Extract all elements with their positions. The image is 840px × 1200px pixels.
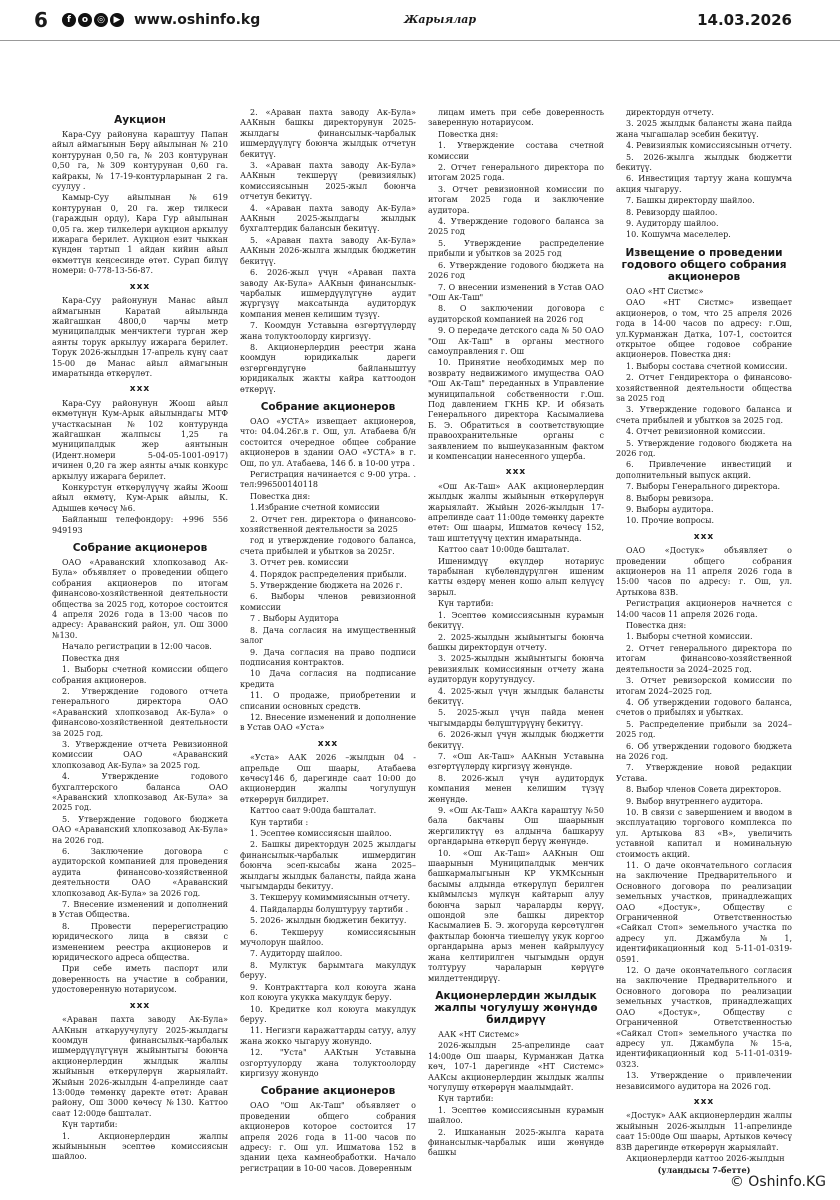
paragraph: 4. Пайдаларды болуштуруу тартиби . [250,904,409,914]
paragraph: 5. 2026- жылдын бюджетин бекитуу. [250,916,407,926]
paragraph: Начало регистрации в 12:00 часов. [62,642,212,652]
section-heading: Акционерлердин жылдык жалпы чогулушу жөнүндө билдирүү [434,989,598,1026]
paragraph: 9. Контракттарга кол коюуга жана кол коюуга укукка макулдук беруу. [240,982,416,1003]
paragraph: ОАО «НТ Систмс» извещает акционеров, о том, что 25 апреля 2026 года в 14-00 часов по адресу: г.Ош, ул.Курманжан Датка, 107-1, состоится открытое общее годовое собрание акционеров. Повестка дня: [616,298,792,360]
paragraph: 12. "Уста" ААКтын Уставына озгортуулорду жана толуктоолорду киргизуу жонундо [240,1048,416,1078]
paragraph: 6. Выборы членов ревизионной комиссии [240,592,416,612]
paragraph: лицам иметь при себе доверенность заверенную нотариусом. [428,108,604,128]
paragraph: 3. «Араван пахта заводу Ак-Була» ААКнын текшерүү (ревизиялык) комиссиясынын 2025-жыл боюнча отчетун бекитүү. [240,161,416,202]
paragraph: 4. Ревизиялык комиссиясынын отчету. [626,141,792,151]
paragraph: Кун тартиби : [250,817,309,827]
paragraph: 4. Порядок распределения прибыли. [250,569,407,579]
paragraph: Регистрация начинается с 9-00 утра. . тел:996500140118 [240,470,416,490]
paragraph: 3. Утверждение отчета Ревизионной комиссии ОАО «Араванский хлопкозавод Ак-Була» за 2025 год. [52,739,228,770]
paragraph: Күн тартиби: [62,1120,118,1130]
separator: ххх [693,531,715,542]
paragraph: 9. Выборы аудитора. [626,505,714,514]
paragraph: Каттоо саат 10:00дө башталат. [438,545,570,555]
paragraph: 2. Отчет генерального директора по итогам финансово-хозяйственной деятельности за 2024–2025 год. [616,643,792,674]
paragraph: 5. «Араван пахта заводу Ак-Була» ААКнын 2026-жылга жылдык бюджетин бекитүү. [240,235,416,266]
social-icons [62,13,124,27]
paragraph: 4. Утверждение годового бухгалтерского баланса ОАО «Араванский хлопкозавод Ак-Була» за 2025 год. [52,772,228,813]
paragraph: 9. Аудиторду шайлоо. [626,219,719,229]
paragraph: 8. Выборы ревизора. [626,493,714,503]
paragraph: 2. Отчет Гендиректора о финансово-хозяйственной деятельности общества за 2025 год [616,373,792,403]
paragraph: 8. Акционерлердин реестри жана коомдун юридикалык дареги өзгөргөндүгүнө байланыштуу юридикалык жакты кайра каттоодон өткөрүү. [240,342,416,394]
paragraph: 8. Дача согласия на имущественный залог [240,625,416,646]
paragraph: год и утверждение годового баланса, счета прибылей и убытков за 2025г. [240,536,416,556]
paragraph: 9. Выбор внутреннего аудитора. [626,796,763,806]
section-title: Жарыялар [404,13,477,26]
issue-date: 14.03.2026 [697,11,792,29]
paragraph: Күн тартиби: [438,599,494,609]
separator: ххх [693,1096,715,1107]
paragraph: 12. О даче окончательного согласия на заключение Предварительного и Основного договора по реализации земельных участков, принадлежащих ОАО «Достук», Обществу с Ограниченной Ответственностью «Сайкал Стоп» земельного участка по адресу ул. Джамбула №15-а, идентификационный код 5-11-01-0319-0323. [616,966,792,1069]
paragraph: ОАО «НТ Систмс» [626,286,704,296]
paragraph: Байланыш телефондору: +996 556 949193 [52,515,228,535]
paragraph: 1. Эсептөө комиссиясын шайлоо. [250,829,392,838]
paragraph: 2. Утверждение годового отчета генерального директора ОАО «Араванский хлопкозавод Ак-Була» о финансово-хозяйственной деятельности за 2025 год. [52,686,228,738]
paragraph: 8. 2026-жыл үчүн аудитордук компания менен келишим түзүү жөнүндө. [428,773,604,804]
paragraph: 2. Отчет генерального директора по итогам 2025 года. [428,163,604,183]
paragraph: ААК «НТ Системс» [438,1029,520,1039]
paragraph: 7. «Ош Ак-Таш» ААКнын Уставына өзгөртүүлөрдү киргизүү жөнүндө. [428,751,604,772]
paragraph: 8. Выбор членов Совета директоров. [626,785,782,795]
paragraph: 7. О внесении изменений в Устав ОАО "Ош Ак-Таш" [428,282,604,302]
section-heading: Собрание акционеров [72,542,208,555]
paragraph: Каттоо саат 9:00да башталат. [250,806,377,816]
paragraph: 3. 2025 жылдык балансты жана пайда жана чыгашалар эсебин бекитүү. [616,119,792,139]
paragraph: Повестка дня [62,653,120,663]
paragraph: 10. «Ош Ак-Таш» ААКнын Ош шаарынын Муниципалдык менчик башкармалыгынын КР УКМКсынын басымы алдында өткөрүлүп берилген кыймылсыз мүлкүн кайтарып алуу боюнча зарыл чараларды көрүү, ошондой эле башкы директор Касымалиев Б. Э. жогоруда көрсөтүлгөн фактылар боюнча тиешелүү укук коргоо органдарына арыз менен кайрылуусу жана келтирилген чыгымдын ордун толтуруу чараларын көрүүгө милдеттендирүү. [428,848,604,983]
paragraph: ОАО «УСТА» извещает акционеров, что: 04.04.26г.в г. Ош, ул. Атабаева б/н состоится очередное общее собрание акционеров в здании ОАО «УСТА» в г. Ош, по ул. Атабаева, 146 б. в 10-00 утра . [240,416,416,468]
site-url[interactable]: www.oshinfo.kg [134,12,261,28]
section-heading: Собрание акционеров [260,400,396,413]
separator: ххх [317,738,339,749]
paragraph: 3. Утверждение годового баланса и счета прибылей и убытков за 2025 год. [616,405,792,425]
paragraph: 4. Утверждение годового баланса за 2025 год [428,217,604,237]
paragraph: 11. О даче окончательного согласия на заключение Предварительного и Основного договора по реализации земельных участков, принадлежащих ОАО «Достук», Обществу с Ограниченной Ответственностью «Сайкал Стоп» земельного участка по адресу ул. Джамбула №1, идентификационный код 5-11-01-0319-0591. [616,861,792,964]
paragraph: Ишенимдүү өкүлдөр нотариус тарабынан күбөлөндүрүлгөн ишеним катты өздөрү менен кошо алып келүүсү зарыл. [428,556,604,597]
paragraph: 6. Утверждение годового бюджета на 2026 год [428,260,604,281]
paragraph: директордун отчету. [626,108,714,117]
paragraph: 3. 2025-жылдын жыйынтыгы боюнча ревизиялык комиссиянын отчету жана аудитордун корутундусу. [428,654,604,685]
paragraph: 3. Отчет ревизионной комиссии по итогам 2025 года и заключение аудитора. [428,184,604,215]
paragraph: Кара-Суу районунун Манас айыл аймагынын Каратай айылында жайгашкан 4800,0 чарчы метр муниципалдык менчиктеги турган жер аянты торук аркылуу ижарага берилет. Торук 2026-жылдын 17-апрель күнү саат 15-00 дө Манас айыл аймагынын имаратында өткөрүлөт. [52,296,228,378]
paragraph: 5. 2025-жыл үчүн пайда менен чыгымдарды бөлүштүрүүнү бекитүү. [428,708,604,728]
paragraph: «Араван пахта заводу Ак-Була» ААКнын аткаруучулугу 2025-жылдагы коомдун финансылык-чарбалык ишмердүүлүгүнүн жыйынтыгы боюнча акционерлердин жылдык жалпы жыйынын өткөрүлөрүн жарыялайт. Жыйын 2026-жылдын 4-апрелинде саат 13:00дө төмөнкү даректе өтөт: Араван району, Ош 3000 көчөсү №130. Каттоо саат 12:00дө башталат. [52,1015,228,1118]
paragraph: 6. 2026-жыл үчүн жылдык бюджетти бекитүү. [428,730,604,750]
paragraph: Повестка дня: [626,621,687,631]
column-2 [240,108,416,1173]
paragraph: 9. О передаче детского сада № 50 ОАО "Ош Ак-Таш" в органы местного самоуправления г. Ош [428,326,604,356]
paragraph: Регистрация акционеров начнется с 14:00 часов 11 апреля 2026 года. [616,599,792,619]
paragraph: 4. «Араван пахта заводу Ак-Була» ААКнын 2025-жылдагы жылдык бухгалтердик балансын бекитүү. [240,203,416,234]
column-3 [428,108,604,1156]
paragraph: 2. Отчет ген. директора о финансово-хозяйственной деятельности за 2025 [240,514,416,535]
paragraph: 10. В связи с завершением и вводом в эксплуатацию торгового комплекса по ул. Артыкова 83 «В», увеличить уставной капитал и номинальную стоимость акций. [616,807,792,859]
paragraph: 1. Акционерлердин жалпы жыйынынын эсептөө комиссиясын шайлоо. [52,1131,228,1162]
paragraph: 6. 2026-жыл үчүн «Араван пахта заводу Ак-Була» ААКнын финансылык-чарбалык ишмердүүлүгүнө аудит жүргүзүү максатында аудитордук компания менен келишим түзүү. [240,268,416,319]
paragraph: Акционерлерди каттоо 2026-жылдын [626,1153,785,1163]
paragraph: «Уста» ААК 2026 –жылдын 04 - апрельде Ош шаары, Атабаева көчөсү146 б, дарегинде саат 10:00 до акционердин жалпы чогулушун өткөрөрүн билдирет. [240,753,416,804]
paragraph: 10. Прочие вопросы. [626,516,715,526]
youtube-icon[interactable]: ▶ [110,13,124,27]
paragraph: 2. Башкы директордун 2025 жылдагы финансылык-чарбалык ишмердигин боюнча эсеп-кысабы жана 2025– жылдагы жылдык балансты, пайда жана чыгымдарды бекитуу. [240,840,416,892]
paragraph: 13. Утверждение о привлечении независимого аудитора на 2026 год. [616,1071,792,1091]
paragraph: 8. Ревизорду шайлоо. [626,207,718,217]
paragraph: 5. Распределение прибыли за 2024–2025 год. [616,719,792,740]
paragraph: 3. Текшеруу комиммиясынын отчету. [250,893,411,903]
site-copyright: © Oshinfo.KG [729,1174,826,1190]
page-header [0,0,840,41]
column-1 [52,108,228,1162]
paragraph: Камыр-Суу айылынан №619 контурунан 0, 20 га. жер тилкеси (гараждын орду), Кара Гур айылынан 0,05 га. жер тилкелери аукцион аркылуу ижарага берилет. Аукцион езит чыккан күндөн тартып 1 айдан кийин айыл өкмөттүн кеңсесинде өтөт. Сурап билүү номери: 0-778-13-56-87. [52,193,228,276]
paragraph: 6. Привлечение инвестиций и дополнительный выпуск акций. [616,460,792,480]
paragraph: 6. Инвестиция тартуу жана кошумча акция чыгаруу. [616,174,792,194]
paragraph: ОАО "Ош Ак-Таш" объявляет о проведении общего собрания акционеров которое состоится 17 апреля 2026 года в 11-00 часов по адресу: г. Ош ул. Ишматова 152 в здании цеха камнеобработки. Начало регистрации в 10-00 часов. Доверенным [240,1101,416,1173]
paragraph: Повестка дня: [438,129,499,139]
paragraph: 7. Внесение изменений и дополнений в Устав Общества. [52,900,228,920]
paragraph: 3. Отчет рев. комиссии [250,558,349,568]
paragraph: 1. Выборы счетной комиссии общего собрания акционеров. [52,665,228,685]
page-number: 6 [34,8,48,32]
paragraph: 11. О продаже, приобретении и списании основных средств. [240,691,416,711]
separator: ххх [505,467,527,478]
paragraph: 11. Негизги каражаттарды сатуу, алуу жана жокко чыгаруу жонундо. [240,1026,416,1046]
paragraph: При себе иметь паспорт или доверенность на участие в собрании, удостоверенную нотариусом. [52,964,228,995]
separator: ххх [129,384,151,395]
facebook-icon[interactable]: f [62,13,76,27]
section-heading: Аукцион [114,114,166,126]
paragraph: 2. Ишкананын 2025-жылга карата финансылык-чарбалык иши жөнүндө башкы [428,1127,604,1158]
paragraph: 5. Утверждение бюджета на 2026 г. [250,581,403,591]
column-4 [616,108,792,1176]
paragraph: «Достук» ААК акционерлердин жалпы жыйынын 2026-жылдын 11-апрелинде саат 15:00дө Ош шаары, Артыков көчөсү 83В дарегинде өткөрөрүн жарыялайт. [616,1111,792,1152]
paragraph: 7. Выборы Генерального директора. [626,482,780,492]
paragraph: 2. 2025-жылдын жыйынтыгы боюнча башкы директордун отчету. [428,632,604,652]
continued-note: (уландысы 7-бетте) [657,1165,751,1176]
paragraph: 9. «Ош Ак-Таш» ААКга караштуу №50 бала бакчаны Ош шаарынын жергиликтүү өз алдынча башкаруу органдарына өткөрүп берүү жөнүндө. [428,806,604,847]
paragraph: 8. Мулктук барымтага макулдук беруу. [240,960,416,981]
paragraph: 5. Утверждение годового бюджета на 2026 год. [616,438,792,458]
section-heading: Собрание акционеров [260,1085,396,1098]
paragraph: 8. О заключении договора с аудиторской компанией на 2026 год [428,304,604,324]
paragraph: 6. Об утверждении годового бюджета на 2026 год. [616,741,792,761]
paragraph: Повестка дня: [250,491,311,501]
paragraph: 7. Башкы директорду шайлоо. [626,196,755,206]
paragraph: 5. 2026-жылга жылдык бюджетти бекитүү. [616,152,792,173]
paragraph: ОАО «Достук» объявляет о проведении общего собрания акционеров на 11 апреля 2026 года в 15:00 часов по адресу: г. Ош, ул. Артыкова 83В. [616,546,792,597]
article-columns [52,108,792,1176]
separator: ххх [129,281,151,292]
separator: ххх [129,1000,151,1011]
paragraph: 4. 2025-жыл үчүн жылдык балансты бекитүү. [428,686,604,706]
paragraph: 5. Утверждение годового бюджета ОАО «Араванский хлопкозавод Ак-Була» на 2026 год. [52,814,228,845]
paragraph: 1. Утверждение состава счетной комиссии [428,141,604,161]
paragraph: 2026-жылдын 25-апрелинде саат 14:00дө Ош шаары, Курманжан Датка көч, 107-1 дарегинде «НТ Системс» ААКсы акционерлердин жылдык жалпы чогулушу өткөрөрүн маалымдайт. [428,1041,604,1092]
paragraph: 3. Отчет ревизорской комиссии по итогам 2024–2025 год. [616,676,792,696]
paragraph: 4. Об утверждении годового баланса, счетов о прибылях и убытках. [616,697,792,718]
paragraph: 4. Отчет ревизионной комиссии. [626,427,766,437]
paragraph: 10. Кошумча маселелер. [626,230,731,240]
paragraph: 7. Аудитордү шайлоо. [250,949,343,959]
paragraph: «Ош Ак-Таш» ААК акционерлердин жылдык жалпы жыйынын өткөрүлөрүн жарыялайт. Жыйын 2026-жылдын 17-апрелинде саат 11:00дө төмөнкү даректе өтөт: Ош шаары, Ишматов көчөсү 152, таш иштетүүчү цехтин имаратында. [428,481,604,543]
instagram-icon[interactable]: ◎ [94,13,108,27]
paragraph: 6. Заключение договора с аудиторской компанией для проведения аудита финансово-хозяйственной деятельности ОАО «Араванский хлопкозавод Ак-Була» за 2026 год. [52,847,228,898]
paragraph: Кара-Суу районунун Жоош айыл өкмөтүнүн Кум-Арык айылындагы МТФ участкасынан №102 контурунда жайгашкан жалпысы 1,25 га муниципалдык жер аянтынын (Идент.номери 5-04-05-1001-0917) ичинен 0,20 га жер аянты ачык конкурс аркылуу ижарага берилет. [52,398,228,481]
section-heading: Извещение о проведении годового общего собрания акционеров [621,246,787,283]
paragraph: 10. Кредитке кол коюуга макулдук беруу. [240,1004,416,1024]
paragraph: 10. Принятие необходимых мер по возврату недвижимого имущества ОАО "Ош Ак-Таш" переданных в Управление муниципальной собственности г.Ош. Под давлением ГКНБ КР. И обязать Генерального директора Касымалиева Б. Э. Обратиться в соответствующие правоохранительные органы с заявлением по вышеуказанным фактом и компенсации нанесенного ущерба. [428,358,604,461]
paragraph: 9. Дача согласия на право подписи подписания контрактов. [240,647,416,667]
paragraph: 7. Утверждение новой редакции Устава. [616,763,792,783]
paragraph: 1. Эсептөө комиссиясынын курамын бекитүү. [428,610,604,631]
paragraph: 1.Избрание счетной комиссии [250,503,380,513]
paragraph: 1. Выборы счетной комиссии. [626,632,753,642]
paragraph: 7 . Выборы Аудитора [250,614,339,624]
paragraph: Күн тартиби: [438,1094,494,1104]
paragraph: 2. «Араван пахта заводу Ак-Була» ААКнын башкы директорунун 2025-жылдагы финансылык-чарбалык ишмердүүлүгү боюнча жылдык отчетун бекитүү. [240,108,416,159]
paragraph: 7. Коомдун Уставына өзгөртүүлөрдү жана толуктоолорду киргизүү. [240,321,416,341]
paragraph: 8. Провести перерегистрацию юридического лица в связи с изменением реестра акционеров и юридического адреса общества. [52,921,228,963]
paragraph: 5. Утверждение распределение прибыли и убытков за 2025 год [428,238,604,259]
odnoklassniki-icon[interactable]: o [78,13,92,27]
paragraph: Конкурстун өткөрүлүүчү жайы Жоош айыл өкмөтү, Кум-Арык айылы, К. Адышев көчөсү №6. [52,483,228,513]
paragraph: ОАО «Араванский хлопкозавод Ак-Була» объявляет о проведении общего собрания акционеров по итогам финансово-хозяйственной деятельности общества за 2025 год, которое состоится 4 апреля 2026 года в 13:00 часов по адресу: Араванский район, ул. Ош 3000 №130. [52,558,228,640]
paragraph: Кара-Суу районуна караштуу Папан айыл аймагынын Бөрү айылынан № 210 контурунан 0,50 га, № 203 контурунан 0,50 га, №309 контурунан 0,60 га. кайракы, № 17-19-контурларынан 2 га. суулуу . [52,130,228,192]
paragraph: 10 Дача согласия на подписание кредита [240,669,416,689]
paragraph: 1. Эсептөө комиссиясынын курамын шайлоо. [428,1105,604,1126]
paragraph: 6. Текшеруу комиссиясынын мучолорун шайлоо. [240,927,416,948]
paragraph: 1. Выборы состава счетной комиссии. [626,361,788,371]
paragraph: 12. Внесение изменений и дополнение в Устав ОАО «Уста» [240,712,416,733]
